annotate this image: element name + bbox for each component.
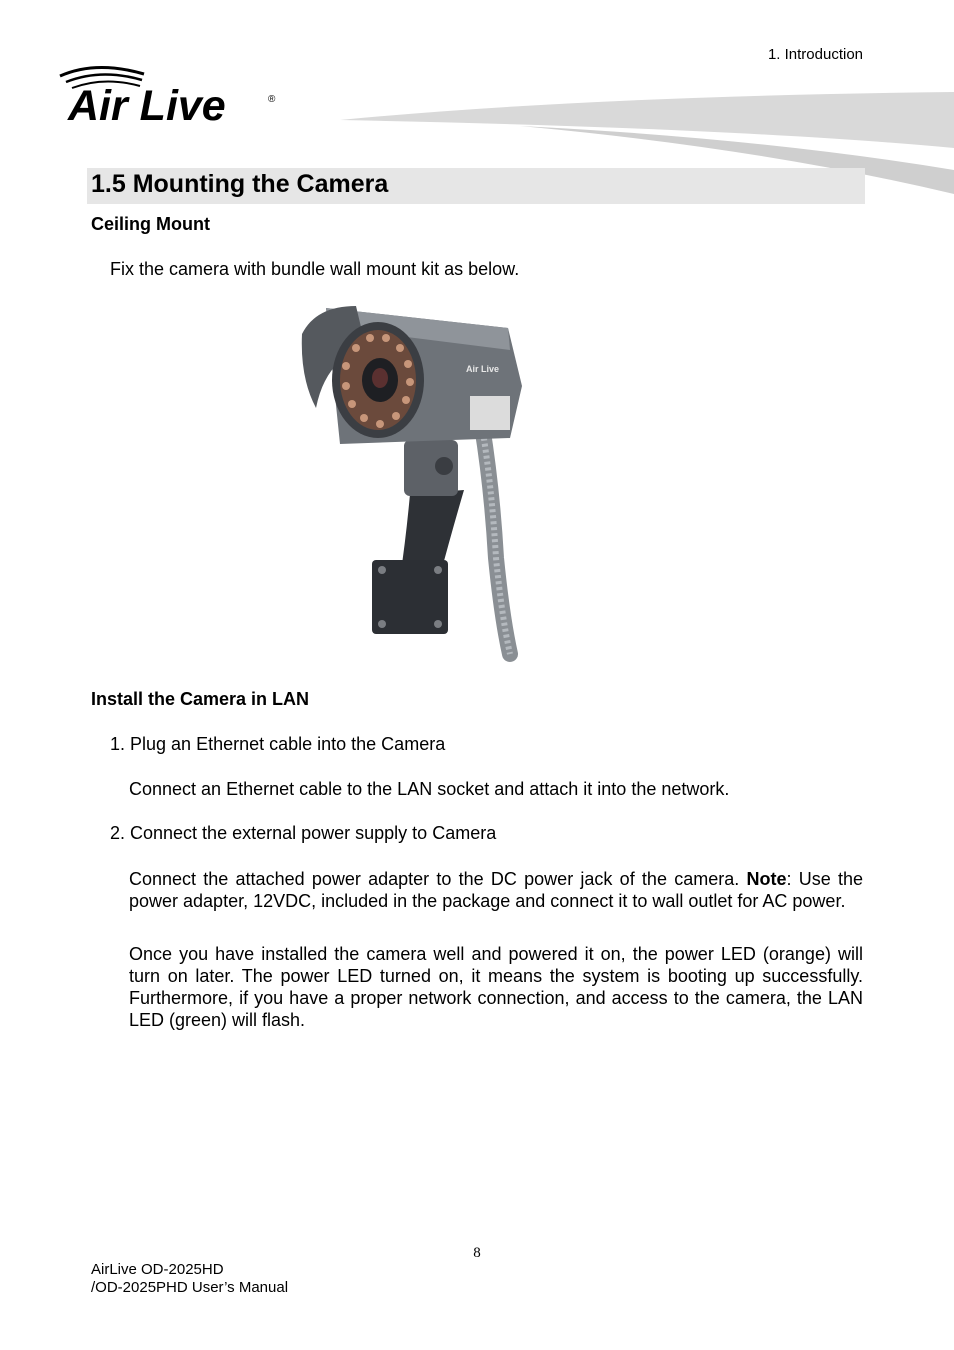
step-2-label: 2. Connect the external power supply to Camera — [110, 823, 497, 843]
footer-line-2: /OD-2025PHD User’s Manual — [91, 1279, 289, 1296]
page-number: 8 — [473, 1245, 481, 1261]
bullet-camera-photo — [296, 298, 532, 674]
chapter-header: 1. Introduction — [767, 46, 863, 63]
power-led-paragraph: Once you have installed the camera well and powered it on, the power LED (orange) will turn on later. The power LED turned on, it means the system is booting up successfully. Furthermore, if you have a proper network connection, and access to the camera, the LAN LED (green) will flash. — [129, 944, 863, 1030]
step-1-label: 1. Plug an Ethernet cable into the Camera — [110, 734, 446, 754]
step-2-text-before: Connect the attached power adapter to the DC power jack of the camera. — [129, 869, 747, 889]
airlive-logo — [56, 62, 281, 128]
footer-line-1: AirLive OD-2025HD — [91, 1261, 224, 1278]
logo-wordmark: Air Live — [68, 82, 226, 128]
step-2-text-after: : Use the power adapter, 12VDC, included in the package and connect it to wall outlet for AC power. — [129, 869, 863, 911]
note-label: Note — [746, 869, 787, 889]
section-title: 1.5 Mounting the Camera — [91, 170, 389, 198]
registered-mark: ® — [268, 94, 276, 105]
step-1-text: Connect an Ethernet cable to the LAN socket and attach it into the network. — [129, 779, 730, 799]
housing-logo-label: Air Live — [466, 364, 500, 374]
footer-manual-title — [91, 1261, 288, 1297]
ceiling-mount-heading: Ceiling Mount — [91, 214, 210, 234]
install-lan-heading: Install the Camera in LAN — [91, 689, 310, 709]
ceiling-mount-text: Fix the camera with bundle wall mount kit as below. — [110, 259, 520, 279]
step-2-paragraph — [129, 868, 863, 912]
